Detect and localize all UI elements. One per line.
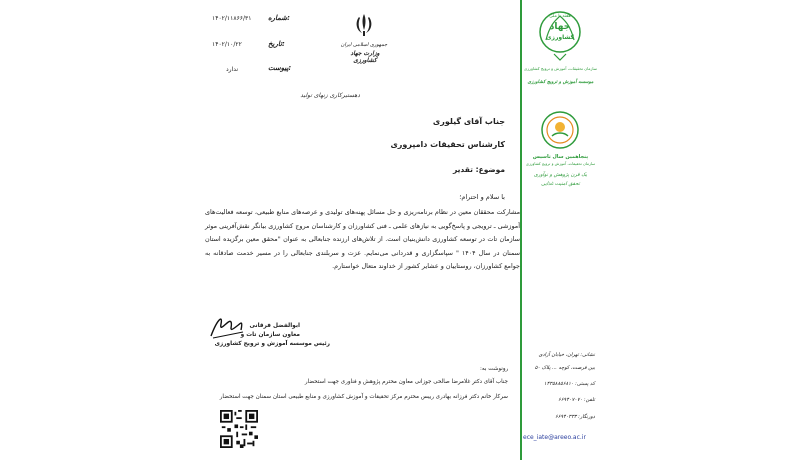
subject-line: موضوع: تقدیر (452, 165, 505, 174)
jahad-logo-word: جهاد (549, 22, 571, 32)
cc-line-1: جناب آقای دکتر غلامرضا صالحی جوزانی معاون محترم پژوهش و فناوری جهت استحضار (304, 379, 508, 385)
emblem-caption: جمهوری اسلامی ایران (340, 42, 388, 48)
motto: دهستیرکاری زنهای تولید (300, 92, 360, 99)
address-line-1: نشانی: تهران، خیابان آزادی (538, 352, 595, 358)
attachment-value: ندارد (226, 66, 239, 73)
emblem-ministry: وزارت جهاد کشاورزی (350, 50, 380, 64)
phone: تلفن: ۶۶۹۴۰۷۰۷۰ (558, 397, 595, 403)
signatory-title-2: رئیس موسسه آموزش و ترویج کشاورزی (214, 341, 330, 347)
fax: دورنگار: ۶۶۹۴۰۳۳۳ (555, 414, 595, 420)
anniversary-title: پنجاهمین سال تاسیس (532, 154, 589, 160)
postal-code: کد پستی: ۱۴۳۵۸۸۵۶۸۱۰ (544, 381, 595, 387)
anniversary-org: سازمان تحقیقات، آموزش و ترویج کشاورزی (525, 161, 596, 166)
cc-heading: رونوشت به: (480, 366, 509, 372)
anniversary-motto-1: یک قرن پژوهش و نوآوری (533, 172, 588, 178)
anniversary-motto-2: تحقق امنیت غذایی (541, 181, 580, 187)
signatory-title-1: معاون سازمان تات و (240, 332, 300, 338)
cc-line-2: سرکار خانم دکتر فرزانه بهادری رییس محترم مرکز تحقیقات و آموزش کشاورزی و منابع طبیعی استان سمنان جهت استحضار (219, 394, 508, 400)
date-value: ۱۴۰۲/۱۰/۲۲ (212, 41, 242, 48)
greeting: با سلام و احترام؛ (459, 193, 505, 201)
body-paragraph: مشارکت محققان معین در نظام برنامه‌ریزی و حل مسائل پهنه‌های تولیدی و عرصه‌های منابع طبیعی، توسعه فعالیت‌های آموزشی ـ ترویجی و پاسخ‌گویی به نیازهای علمی ـ فنی کشاورزان و کارشناسان مروج کشاورزی بیانگر نقش‌آفرینی موثر سازمان تات در توسعه کشاورزی دانش‌بنیان است. از تلاش‌های ارزنده جنابعالی به عنوان "محقق معین برگزیده استان سمنان در سال ۱۴۰۴ " سپاسگزاری و قدردانی می‌نمایم. عزت و سربلندی جنابعالی را در مسیر خدمت صادقانه به جوامع کشاورزان، روستاییان و عشایر کشور از خداوند متعال خواستارم. (205, 208, 520, 270)
attachment-label: پیوست: (268, 64, 292, 72)
institute-caption: موسسه آموزش و ترویج کشاورزی (527, 80, 594, 85)
number-label: شماره: (268, 14, 290, 22)
email-link[interactable]: ece_iate@areeo.ac.ir (523, 434, 586, 441)
signatory-name: ابوالفضل فرقانی (249, 323, 300, 329)
jahad-logo-word-2: کشاورزی (546, 34, 574, 41)
recipient-title: کارشناس تحقیقات دامپروری (390, 140, 505, 149)
qr-code-icon (220, 410, 258, 448)
recipient-name: جناب آقای گیلوری (432, 117, 505, 126)
fiftieth-anniversary-logo-icon (538, 108, 582, 152)
address-line-2: بین فرصت، کوچه ... پلاک ۵۰ (534, 365, 595, 371)
org-caption: سازمان تحقیقات، آموزش و ترویج کشاورزی (523, 66, 597, 71)
iran-emblem-icon (353, 12, 375, 38)
number-value: ۱۴۰۲/۱۱۸۶۶/۳۱ (212, 15, 252, 22)
jahad-logo-top: هفته با ملی (549, 14, 571, 19)
date-label: تاریخ: (268, 40, 285, 48)
